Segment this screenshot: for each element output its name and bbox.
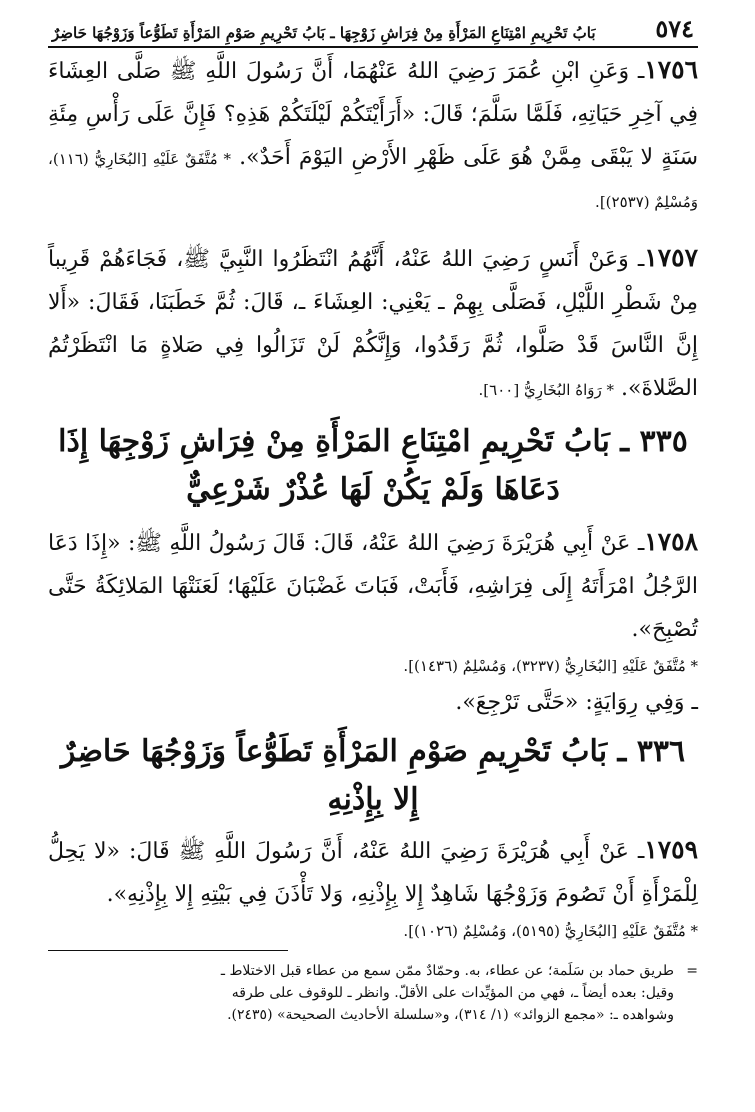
footnote-line: وقيل: بعده أيضاً ـ، فهي من المؤيِّدات على الأقلّ. وانظر ـ للوقوف على طرقه (231, 985, 674, 1001)
running-header (48, 6, 698, 48)
running-header-title: بَابُ تَحْرِيمِ امْتِنَاعِ المَرْأَةِ مِنْ فِرَاشِ زَوْجِهَا ـ بَابُ تَحْرِيمِ صَوْمِ المَرْأَةِ تَطَوُّعاً وَزَوْجُهَا حَاضِرٌ (52, 24, 596, 42)
hadith-riwaya: ـ وَفِي رِوَايَةٍ: «حَتَّى تَرْجِعَ». (455, 690, 698, 715)
hadith-1756 (48, 48, 698, 222)
hadith-1758 (48, 520, 698, 724)
footnote-line: وشواهده ـ: «مجمع الزوائد» (١/ ٣١٤)، و«سلسلة الأحاديث الصحيحة» (٢٤٣٥). (227, 1007, 674, 1023)
chapter-heading-335: ٣٣٥ ـ بَابُ تَحْرِيمِ امْتِنَاعِ المَرْأَةِ مِنْ فِرَاشِ زَوْجِهَا إِذَا دَعَاهَا وَلَمْ يَكُنْ لَهَا عُذْرٌ شَرْعِيٌّ (58, 424, 688, 507)
hadith-text (48, 520, 698, 651)
hadith-text (48, 236, 698, 410)
hadith-source: * مُتَّفَقٌ عَلَيْهِ [البُخَارِيُّ (٣٢٣٧)، وَمُسْلِمٌ (١٤٣٦)]. (403, 657, 698, 675)
hadith-text (48, 828, 698, 916)
footnote-continuation-mark: = (686, 963, 698, 979)
hadith-source: * مُتَّفَقٌ عَلَيْهِ [البُخَارِيُّ (٥١٩٥)، وَمُسْلِمٌ (١٠٢٦)]. (403, 922, 698, 940)
chapter-heading-336: ٣٣٦ ـ بَابُ تَحْرِيمِ صَوْمِ المَرْأَةِ تَطَوُّعاً وَزَوْجُهَا حَاضِرٌ إِلا بِإِذْنِهِ (60, 734, 686, 817)
footnote-text (48, 960, 674, 1026)
hadith-body: ـ عَنْ أَبِي هُرَيْرَةَ رَضِيَ اللهُ عَنْهُ، أَنَّ رَسُولَ اللَّهِ ﷺ قَالَ: «لا يَحِلُّ لِلْمَرْأَةِ أَنْ تَصُومَ وَزَوْجُهَا شَاهِدٌ إِلا بِإِذْنِهِ، وَلا تَأْذَنَ فِي بَيْتِهِ إِلا بِإِذْنِهِ». (48, 839, 698, 907)
hadith-number: ١٧٥٨ (644, 527, 698, 556)
hadith-body: ـ وَعَنِ ابْنِ عُمَرَ رَضِيَ اللهُ عَنْهُمَا، أَنَّ رَسُولَ اللَّهِ ﷺ صَلَّى العِشَاءَ فِي آخِرِ حَيَاتِهِ، فَلَمَّا سَلَّمَ؛ قَالَ: «أَرَأَيْتَكُمْ لَيْلَتَكُمْ هَذِهِ؟ فَإِنَّ عَلَى رَأْسِ مِئَةِ سَنَةٍ لا يَبْقَى مِمَّنْ هُوَ عَلَى ظَهْرِ الأَرْضِ اليَوْمَ أَحَدٌ». (48, 59, 699, 170)
footnote (48, 960, 698, 1026)
hadith-number: ١٧٥٧ (644, 243, 698, 272)
footnote-divider (48, 950, 288, 951)
hadith-number: ١٧٥٩ (644, 835, 698, 864)
hadith-1759 (48, 828, 698, 946)
hadith-source: * مُتَّفَقٌ عَلَيْهِ [البُخَارِيُّ (١١٦)، وَمُسْلِمٌ (٢٥٣٧)]. (48, 150, 698, 211)
page-number: ٥٧٤ (655, 14, 694, 43)
hadith-body: ـ وَعَنْ أَنَسٍ رَضِيَ اللهُ عَنْهُ، أَنَّهُمُ انْتَظَرُوا النَّبِيَّ ﷺ، فَجَاءَهُمْ قَرِيباً مِنْ شَطْرِ اللَّيْلِ، فَصَلَّى بِهِمْ ـ يَعْنِي: العِشَاءَ ـ، قَالَ: ثُمَّ خَطَبَنَا، فَقَالَ: «أَلا إِنَّ النَّاسَ قَدْ صَلَّوا، ثُمَّ رَقَدُوا، وَإِنَّكُمْ لَنْ تَزَالُوا فِي صَلاةٍ مَا انْتَظَرْتُمُ الصَّلاةَ». (48, 247, 698, 401)
footnote-line: طريق حماد بن سَلَمة؛ عن عطاء، به. وحمّادٌ ممّن سمع من عطاء قبل الاختلاط ـ (220, 963, 674, 979)
hadith-1757 (48, 236, 698, 410)
hadith-body: ـ عَنْ أَبِي هُرَيْرَةَ رَضِيَ اللهُ عَنْهُ، قَالَ: قَالَ رَسُولُ اللَّهِ ﷺ: «إِذَا دَعَا الرَّجُلُ امْرَأَتَهُ إِلَى فِرَاشِهِ، فَأَبَتْ، فَبَاتَ غَضْبَانَ عَلَيْهَا؛ لَعَنَتْهَا المَلائِكَةُ حَتَّى تُصْبِحَ». (48, 531, 698, 642)
book-page (48, 6, 698, 1101)
hadith-source: * رَوَاهُ البُخَارِيُّ [٦٠٠]. (478, 381, 614, 399)
hadith-text (48, 48, 698, 222)
hadith-number: ١٧٥٦ (644, 55, 698, 84)
